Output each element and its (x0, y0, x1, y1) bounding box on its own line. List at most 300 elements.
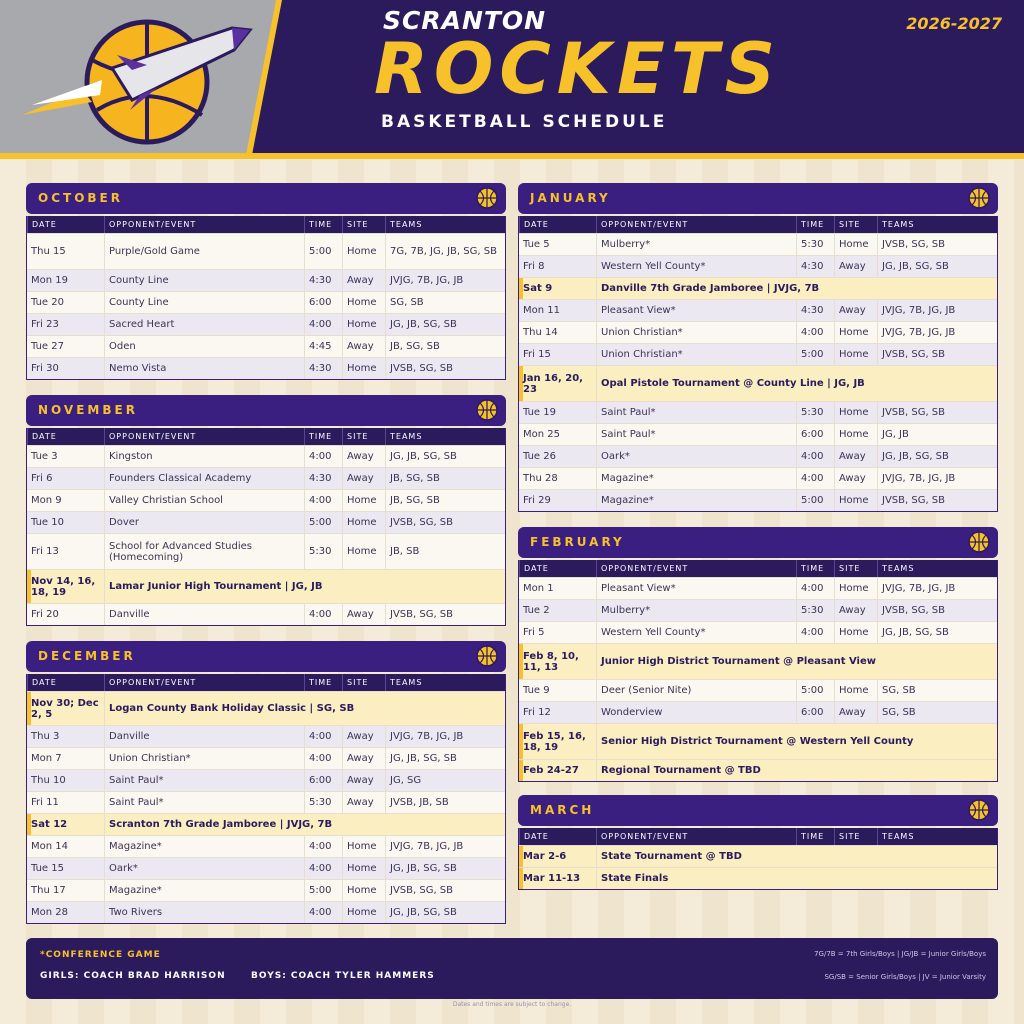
table-row (27, 233, 505, 269)
game-opponent: Purple/Gold Game (104, 234, 304, 269)
event-name: State Finals (596, 868, 997, 889)
schedule-table (518, 560, 998, 782)
event-date: Nov 30; Dec 2, 5 (27, 692, 104, 725)
game-time: 5:00 (304, 512, 342, 533)
game-date: Tue 27 (31, 341, 64, 352)
month-header (518, 527, 998, 558)
game-teams: SG, SB (877, 702, 997, 723)
month-title: MARCH (530, 803, 595, 817)
header-gold-line (0, 153, 1024, 159)
game-opponent: Oark* (104, 858, 304, 879)
game-date: Mon 9 (31, 495, 62, 506)
game-teams: JVSB, SG, SB (877, 402, 997, 423)
col-teams: TEAMS (877, 216, 997, 233)
month-header (26, 395, 506, 426)
table-row (27, 489, 505, 511)
col-opponent: OPPONENT/EVENT (104, 216, 304, 233)
col-date: DATE (27, 216, 104, 233)
game-site: Home (834, 680, 877, 701)
month-header (518, 795, 998, 826)
col-time: TIME (304, 674, 342, 691)
event-name: Senior High District Tournament @ Western Yell County (596, 724, 997, 759)
game-time: 4:00 (796, 446, 834, 467)
game-opponent: Deer (Senior Nite) (596, 680, 796, 701)
month-header (518, 183, 998, 214)
game-time: 4:30 (796, 300, 834, 321)
subtitle: BASKETBALL SCHEDULE (381, 112, 668, 132)
game-date: Tue 15 (31, 863, 64, 874)
basketball-icon (968, 187, 990, 209)
col-site: SITE (834, 828, 877, 845)
table-row (27, 511, 505, 533)
game-site: Away (834, 702, 877, 723)
game-opponent: Saint Paul* (596, 424, 796, 445)
col-opponent: OPPONENT/EVENT (596, 828, 796, 845)
col-site: SITE (342, 428, 385, 445)
game-date: Fri 11 (31, 797, 59, 808)
basketball-icon (476, 187, 498, 209)
table-row (519, 467, 997, 489)
tournament-row (519, 759, 997, 781)
game-time: 4:00 (796, 468, 834, 489)
game-date: Tue 5 (523, 239, 550, 250)
game-teams: JVSB, SG, SB (877, 490, 997, 511)
event-date: Sat 12 (27, 814, 104, 835)
game-date: Fri 6 (31, 473, 53, 484)
event-date: Sat 9 (519, 278, 596, 299)
col-site: SITE (834, 216, 877, 233)
game-time: 5:30 (304, 534, 342, 569)
month-title: DECEMBER (38, 649, 136, 663)
game-teams: JG, JB, SG, SB (385, 858, 505, 879)
game-opponent: Saint Paul* (596, 402, 796, 423)
month-november (26, 395, 506, 626)
table-row (27, 835, 505, 857)
rocket-basketball-logo (22, 10, 262, 145)
game-date: Tue 19 (523, 407, 556, 418)
month-title: OCTOBER (38, 191, 123, 205)
col-teams: TEAMS (877, 828, 997, 845)
table-row (519, 343, 997, 365)
game-date: Tue 20 (31, 297, 64, 308)
game-site: Away (834, 468, 877, 489)
event-date: Feb 24-27 (519, 760, 596, 781)
event-name: Scranton 7th Grade Jamboree | JVJG, 7B (104, 814, 505, 835)
girls-coach: GIRLS: COACH BRAD HARRISON (40, 971, 226, 981)
col-time: TIME (796, 560, 834, 577)
game-opponent: Mulberry* (596, 600, 796, 621)
basketball-icon (476, 399, 498, 421)
game-time: 4:00 (796, 578, 834, 599)
game-opponent: Sacred Heart (104, 314, 304, 335)
event-name: Junior High District Tournament @ Pleasant View (596, 644, 997, 679)
game-site: Away (834, 300, 877, 321)
table-row (27, 603, 505, 625)
game-date: Tue 10 (31, 517, 64, 528)
tournament-row (27, 691, 505, 725)
game-time: 4:00 (304, 726, 342, 747)
game-site: Home (834, 622, 877, 643)
game-teams: JVJG, 7B, JG, JB (877, 300, 997, 321)
event-date: Mar 11-13 (519, 868, 596, 889)
game-teams: JB, SG, SB (385, 490, 505, 511)
col-date: DATE (519, 216, 596, 233)
game-time: 6:00 (304, 292, 342, 313)
game-date: Fri 5 (523, 627, 545, 638)
game-time: 5:00 (304, 234, 342, 269)
disclaimer: Dates and times are subject to change. (452, 1001, 572, 1008)
col-time: TIME (304, 216, 342, 233)
table-row (519, 423, 997, 445)
table-row (519, 679, 997, 701)
game-time: 5:00 (796, 490, 834, 511)
game-date: Thu 15 (31, 246, 66, 257)
rows (519, 577, 997, 781)
game-time: 4:00 (304, 490, 342, 511)
game-time: 4:30 (304, 468, 342, 489)
table-row (27, 357, 505, 379)
game-opponent: Magazine* (596, 468, 796, 489)
game-teams: JVSB, SG, SB (385, 512, 505, 533)
game-opponent: Founders Classical Academy (104, 468, 304, 489)
month-december (26, 641, 506, 924)
schedule-table (518, 828, 998, 890)
game-opponent: Two Rivers (104, 902, 304, 923)
game-teams: JVSB, SG, SB (877, 234, 997, 255)
game-teams: JVJG, 7B, JG, JB (877, 578, 997, 599)
rows (519, 233, 997, 511)
game-teams: JB, SB (385, 534, 505, 569)
col-time: TIME (796, 216, 834, 233)
game-opponent: County Line (104, 270, 304, 291)
rows (27, 691, 505, 923)
col-date: DATE (27, 674, 104, 691)
footer (26, 938, 998, 999)
game-time: 6:00 (796, 424, 834, 445)
game-time: 5:30 (796, 600, 834, 621)
table-row (519, 445, 997, 467)
game-teams: JVSB, SG, SB (385, 358, 505, 379)
table-row (27, 335, 505, 357)
table-row (27, 445, 505, 467)
event-name: Logan County Bank Holiday Classic | SG, SB (104, 692, 505, 725)
table-row (519, 577, 997, 599)
game-site: Home (342, 234, 385, 269)
game-opponent: Saint Paul* (104, 770, 304, 791)
tournament-row (519, 845, 997, 867)
schedule-table (26, 216, 506, 380)
table-row (519, 701, 997, 723)
game-opponent: Danville (104, 726, 304, 747)
col-opponent: OPPONENT/EVENT (104, 674, 304, 691)
game-opponent: Oden (104, 336, 304, 357)
table-row (519, 299, 997, 321)
table-row (519, 489, 997, 511)
game-teams: JVJG, 7B, JG, JB (385, 836, 505, 857)
rows (519, 845, 997, 889)
game-teams: JB, SG, SB (385, 468, 505, 489)
game-time: 5:00 (304, 880, 342, 901)
col-site: SITE (834, 560, 877, 577)
column-headers (519, 828, 997, 845)
game-site: Away (342, 336, 385, 357)
month-title: NOVEMBER (38, 403, 138, 417)
month-header (26, 641, 506, 672)
col-time: TIME (796, 828, 834, 845)
month-january (518, 183, 998, 512)
game-site: Home (342, 292, 385, 313)
rows (27, 445, 505, 625)
game-site: Home (342, 490, 385, 511)
table-row (27, 467, 505, 489)
title-school: SCRANTON (383, 6, 547, 35)
title-team: ROCKETS (374, 28, 782, 110)
column-headers (519, 560, 997, 577)
schedule-table (26, 674, 506, 924)
game-site: Home (834, 234, 877, 255)
basketball-icon (476, 645, 498, 667)
game-site: Away (834, 600, 877, 621)
col-teams: TEAMS (877, 560, 997, 577)
game-opponent: Pleasant View* (596, 300, 796, 321)
table-row (27, 791, 505, 813)
game-site: Away (342, 748, 385, 769)
game-site: Home (834, 424, 877, 445)
game-time: 6:00 (304, 770, 342, 791)
tournament-row (519, 365, 997, 401)
rows (27, 233, 505, 379)
game-opponent: Western Yell County* (596, 256, 796, 277)
event-name: State Tournament @ TBD (596, 846, 997, 867)
conference-note: *CONFERENCE GAME (40, 950, 161, 960)
game-opponent: Union Christian* (596, 322, 796, 343)
col-opponent: OPPONENT/EVENT (104, 428, 304, 445)
event-name: Danville 7th Grade Jamboree | JVJG, 7B (596, 278, 997, 299)
month-october (26, 183, 506, 380)
tournament-row (519, 867, 997, 889)
game-site: Away (834, 256, 877, 277)
game-teams: JVSB, SG, SB (877, 600, 997, 621)
game-teams: JG, JB (877, 424, 997, 445)
table-row (27, 879, 505, 901)
header (0, 0, 1024, 155)
column-headers (27, 428, 505, 445)
game-date: Fri 8 (523, 261, 545, 272)
game-time: 4:00 (304, 858, 342, 879)
game-date: Tue 3 (31, 451, 58, 462)
tournament-row (519, 723, 997, 759)
event-date: Nov 14, 16, 18, 19 (27, 570, 104, 603)
game-site: Away (342, 770, 385, 791)
game-site: Home (834, 322, 877, 343)
game-teams: SG, SB (877, 680, 997, 701)
game-date: Mon 7 (31, 753, 62, 764)
month-title: JANUARY (530, 191, 611, 205)
event-date: Jan 16, 20, 23 (519, 366, 596, 401)
game-site: Home (834, 344, 877, 365)
game-site: Home (342, 534, 385, 569)
game-opponent: Magazine* (596, 490, 796, 511)
column-headers (27, 216, 505, 233)
game-site: Away (342, 270, 385, 291)
table-row (27, 533, 505, 569)
game-site: Home (342, 512, 385, 533)
col-teams: TEAMS (385, 674, 505, 691)
table-row (519, 233, 997, 255)
game-opponent: Oark* (596, 446, 796, 467)
game-date: Thu 3 (31, 731, 60, 742)
game-site: Home (834, 578, 877, 599)
game-site: Home (342, 314, 385, 335)
schedule-table (26, 428, 506, 626)
game-opponent: Pleasant View* (596, 578, 796, 599)
game-opponent: Saint Paul* (104, 792, 304, 813)
game-date: Fri 30 (31, 363, 59, 374)
game-time: 4:00 (796, 322, 834, 343)
table-row (519, 401, 997, 423)
game-teams: SG, SB (385, 292, 505, 313)
schedule-table (518, 216, 998, 512)
team-key-line-1: 7G/7B = 7th Girls/Boys | JG/JB = Junior Girls/Boys (814, 950, 986, 958)
game-time: 4:00 (304, 604, 342, 625)
table-row (27, 901, 505, 923)
game-time: 5:30 (796, 402, 834, 423)
game-date: Fri 23 (31, 319, 59, 330)
game-opponent: Magazine* (104, 880, 304, 901)
game-time: 4:30 (304, 270, 342, 291)
game-site: Home (342, 858, 385, 879)
table-row (27, 291, 505, 313)
table-row (27, 313, 505, 335)
game-site: Home (834, 402, 877, 423)
game-time: 5:00 (796, 344, 834, 365)
table-row (519, 621, 997, 643)
game-teams: JVSB, SG, SB (385, 604, 505, 625)
game-teams: JG, JB, SG, SB (385, 748, 505, 769)
month-header (26, 183, 506, 214)
game-date: Thu 10 (31, 775, 66, 786)
tournament-row (27, 569, 505, 603)
month-march (518, 795, 998, 890)
game-date: Mon 25 (523, 429, 560, 440)
game-teams: JVJG, 7B, JG, JB (385, 270, 505, 291)
col-site: SITE (342, 674, 385, 691)
game-date: Tue 26 (523, 451, 556, 462)
game-opponent: Mulberry* (596, 234, 796, 255)
game-time: 4:30 (304, 358, 342, 379)
game-teams: JVSB, SG, SB (877, 344, 997, 365)
game-opponent: Valley Christian School (104, 490, 304, 511)
game-time: 4:00 (304, 446, 342, 467)
table-row (27, 857, 505, 879)
game-date: Fri 12 (523, 707, 551, 718)
game-site: Away (342, 446, 385, 467)
game-teams: JB, SG, SB (385, 336, 505, 357)
game-opponent: County Line (104, 292, 304, 313)
tournament-row (27, 813, 505, 835)
col-opponent: OPPONENT/EVENT (596, 560, 796, 577)
table-row (519, 255, 997, 277)
game-date: Fri 29 (523, 495, 551, 506)
game-opponent: Union Christian* (596, 344, 796, 365)
game-date: Thu 28 (523, 473, 558, 484)
game-site: Home (342, 836, 385, 857)
event-name: Opal Pistole Tournament @ County Line | JG, JB (596, 366, 997, 401)
table-row (519, 321, 997, 343)
game-teams: JG, JB, SG, SB (877, 446, 997, 467)
col-teams: TEAMS (385, 428, 505, 445)
game-date: Fri 13 (31, 546, 59, 557)
game-opponent: Wonderview (596, 702, 796, 723)
game-date: Mon 11 (523, 305, 560, 316)
game-teams: JVSB, SG, SB (385, 880, 505, 901)
game-teams: JVSB, JB, SB (385, 792, 505, 813)
game-site: Home (834, 490, 877, 511)
game-date: Fri 20 (31, 609, 59, 620)
game-opponent: Kingston (104, 446, 304, 467)
game-site: Home (342, 358, 385, 379)
game-site: Home (342, 902, 385, 923)
team-key-line-2: SG/SB = Senior Girls/Boys | JV = Junior Varsity (824, 973, 986, 981)
game-site: Away (342, 468, 385, 489)
game-opponent: Nemo Vista (104, 358, 304, 379)
game-date: Mon 19 (31, 275, 68, 286)
event-date: Feb 8, 10, 11, 13 (519, 644, 596, 679)
event-name: Lamar Junior High Tournament | JG, JB (104, 570, 505, 603)
event-date: Feb 15, 16, 18, 19 (519, 724, 596, 759)
game-date: Fri 15 (523, 349, 551, 360)
col-date: DATE (27, 428, 104, 445)
game-site: Away (342, 726, 385, 747)
game-teams: 7G, 7B, JG, JB, SG, SB (385, 234, 505, 269)
season: 2026-2027 (906, 14, 1002, 33)
game-opponent: School for Advanced Studies (Homecoming) (104, 534, 304, 569)
game-time: 4:00 (796, 622, 834, 643)
game-time: 4:30 (796, 256, 834, 277)
game-date: Mon 1 (523, 583, 554, 594)
game-teams: JG, JB, SG, SB (385, 446, 505, 467)
game-date: Mon 28 (31, 907, 68, 918)
col-opponent: OPPONENT/EVENT (596, 216, 796, 233)
game-opponent: Magazine* (104, 836, 304, 857)
game-time: 5:30 (304, 792, 342, 813)
basketball-icon (968, 531, 990, 553)
game-site: Home (342, 880, 385, 901)
game-date: Thu 17 (31, 885, 66, 896)
boys-coach: BOYS: COACH TYLER HAMMERS (251, 971, 435, 981)
table-row (27, 269, 505, 291)
game-time: 4:00 (304, 314, 342, 335)
game-opponent: Dover (104, 512, 304, 533)
game-date: Tue 9 (523, 685, 550, 696)
game-site: Away (342, 792, 385, 813)
game-time: 4:45 (304, 336, 342, 357)
game-teams: JG, JB, SG, SB (385, 902, 505, 923)
table-row (519, 599, 997, 621)
col-date: DATE (519, 828, 596, 845)
game-time: 4:00 (304, 902, 342, 923)
game-site: Away (834, 446, 877, 467)
basketball-icon (968, 799, 990, 821)
game-opponent: Danville (104, 604, 304, 625)
game-site: Away (342, 604, 385, 625)
table-row (27, 769, 505, 791)
game-date: Mon 14 (31, 841, 68, 852)
col-site: SITE (342, 216, 385, 233)
table-row (27, 747, 505, 769)
column-headers (27, 674, 505, 691)
col-date: DATE (519, 560, 596, 577)
